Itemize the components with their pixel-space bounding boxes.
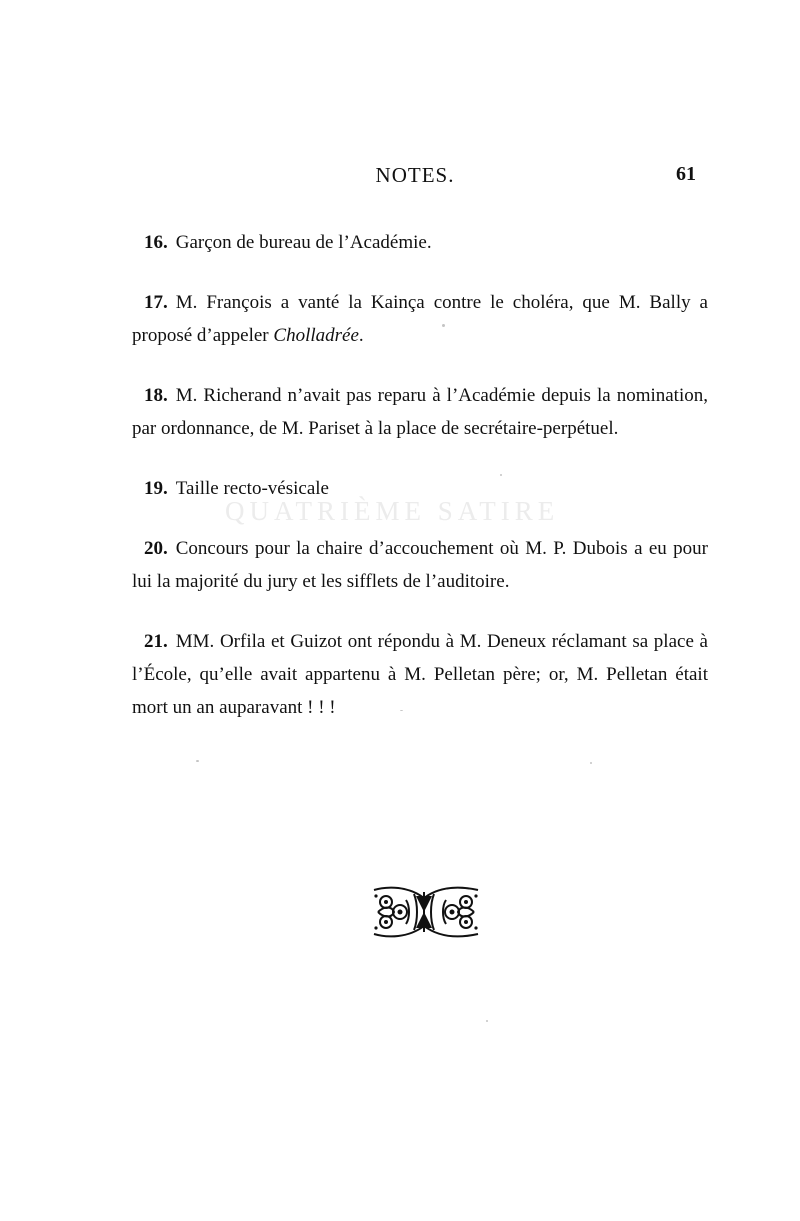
note-text: Taille recto-vésicale — [175, 478, 329, 499]
note-number: 16. — [144, 232, 168, 253]
paper-speck — [486, 1020, 488, 1022]
section-title: NOTES. — [375, 163, 455, 187]
note-number: 19. — [144, 478, 168, 499]
notes-list — [132, 226, 708, 724]
note-text: Concours pour la chaire d’accouchement où M. P. Dubois a eu pour lui la majorité du jury et les sifflets de l’auditoire. — [132, 538, 708, 592]
show-through-text: QUATRIÈME SATIRE — [225, 496, 560, 526]
note-19 — [132, 472, 708, 505]
note-20 — [132, 532, 708, 598]
page-number: 61 — [676, 163, 696, 185]
note-number: 17. — [144, 292, 168, 313]
note-18 — [132, 379, 708, 445]
paper-speck — [500, 474, 502, 476]
note-italic-term: Cholladrée — [273, 325, 359, 346]
note-number: 18. — [144, 385, 168, 406]
note-text: Garçon de bureau de l’Académie. — [175, 232, 432, 253]
floral-tailpiece-icon — [368, 882, 484, 942]
note-text: M. François a vanté la Kainça contre le choléra, que M. Bally a proposé d’appeler — [132, 292, 708, 346]
note-text: M. Richerand n’avait pas reparu à l’Académie depuis la nomination, par ordonnance, de M. Pariset à la place de secrétaire-perpétuel. — [132, 385, 708, 439]
note-number: 21. — [144, 631, 168, 652]
note-text-end: . — [358, 325, 364, 346]
paper-speck — [196, 760, 199, 762]
running-head — [130, 163, 696, 193]
paper-speck — [590, 762, 592, 764]
note-16 — [132, 226, 708, 259]
note-text: MM. Orfila et Guizot ont répondu à M. Deneux réclamant sa place à l’École, qu’elle avait appartenu à M. Pelletan père; or, M. Pelletan était mort un an auparavant ! ! ! — [132, 631, 708, 718]
note-21 — [132, 625, 708, 724]
paper-speck — [442, 324, 445, 327]
note-number: 20. — [144, 538, 168, 559]
paper-speck — [400, 710, 403, 711]
note-17 — [132, 286, 708, 352]
